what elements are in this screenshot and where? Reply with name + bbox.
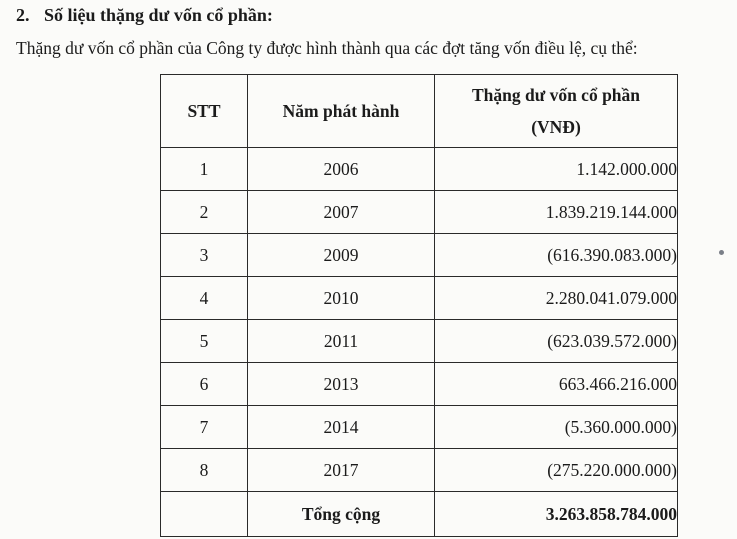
- row-year: 2009: [248, 234, 435, 277]
- total-value: 3.263.858.784.000: [435, 492, 678, 537]
- row-stt: 4: [161, 277, 248, 320]
- row-stt: 7: [161, 406, 248, 449]
- row-value: 663.466.216.000: [435, 363, 678, 406]
- row-stt: 2: [161, 191, 248, 234]
- header-value: [435, 75, 678, 148]
- header-value-line1: Thặng dư vốn cổ phần: [471, 85, 641, 105]
- row-stt: 1: [161, 148, 248, 191]
- table-row: [161, 363, 678, 406]
- row-value: (275.220.000.000): [435, 449, 678, 492]
- row-stt: 5: [161, 320, 248, 363]
- row-year: 2010: [248, 277, 435, 320]
- section-title: Số liệu thặng dư vốn cổ phần:: [44, 5, 273, 25]
- header-stt: STT: [161, 75, 248, 148]
- row-year: 2014: [248, 406, 435, 449]
- header-year: Năm phát hành: [248, 75, 435, 148]
- row-year: 2007: [248, 191, 435, 234]
- row-year: 2017: [248, 449, 435, 492]
- row-value: 2.280.041.079.000: [435, 277, 678, 320]
- row-value: (623.039.572.000): [435, 320, 678, 363]
- row-year: 2011: [248, 320, 435, 363]
- row-value: 1.142.000.000: [435, 148, 678, 191]
- total-label: Tổng cộng: [248, 492, 435, 537]
- row-stt: 3: [161, 234, 248, 277]
- intro-paragraph: Thặng dư vốn cổ phần của Công ty được hình thành qua các đợt tăng vốn điều lệ, cụ thể:: [16, 38, 638, 58]
- table-row: [161, 406, 678, 449]
- scan-speck: [719, 250, 724, 255]
- header-value-line2: (VNĐ): [531, 117, 581, 137]
- row-value: (616.390.083.000): [435, 234, 678, 277]
- table-header-row: [161, 75, 678, 148]
- row-value: 1.839.219.144.000: [435, 191, 678, 234]
- table-row: [161, 148, 678, 191]
- row-stt: 8: [161, 449, 248, 492]
- total-row: [161, 492, 678, 537]
- table-row: [161, 191, 678, 234]
- table-row: [161, 320, 678, 363]
- table-row: [161, 277, 678, 320]
- table-row: [161, 449, 678, 492]
- total-empty-cell: [161, 492, 248, 537]
- row-year: 2006: [248, 148, 435, 191]
- share-premium-table: [160, 74, 678, 537]
- row-year: 2013: [248, 363, 435, 406]
- section-number: 2.: [16, 5, 30, 25]
- section-heading: [16, 5, 273, 26]
- row-stt: 6: [161, 363, 248, 406]
- table-row: [161, 234, 678, 277]
- row-value: (5.360.000.000): [435, 406, 678, 449]
